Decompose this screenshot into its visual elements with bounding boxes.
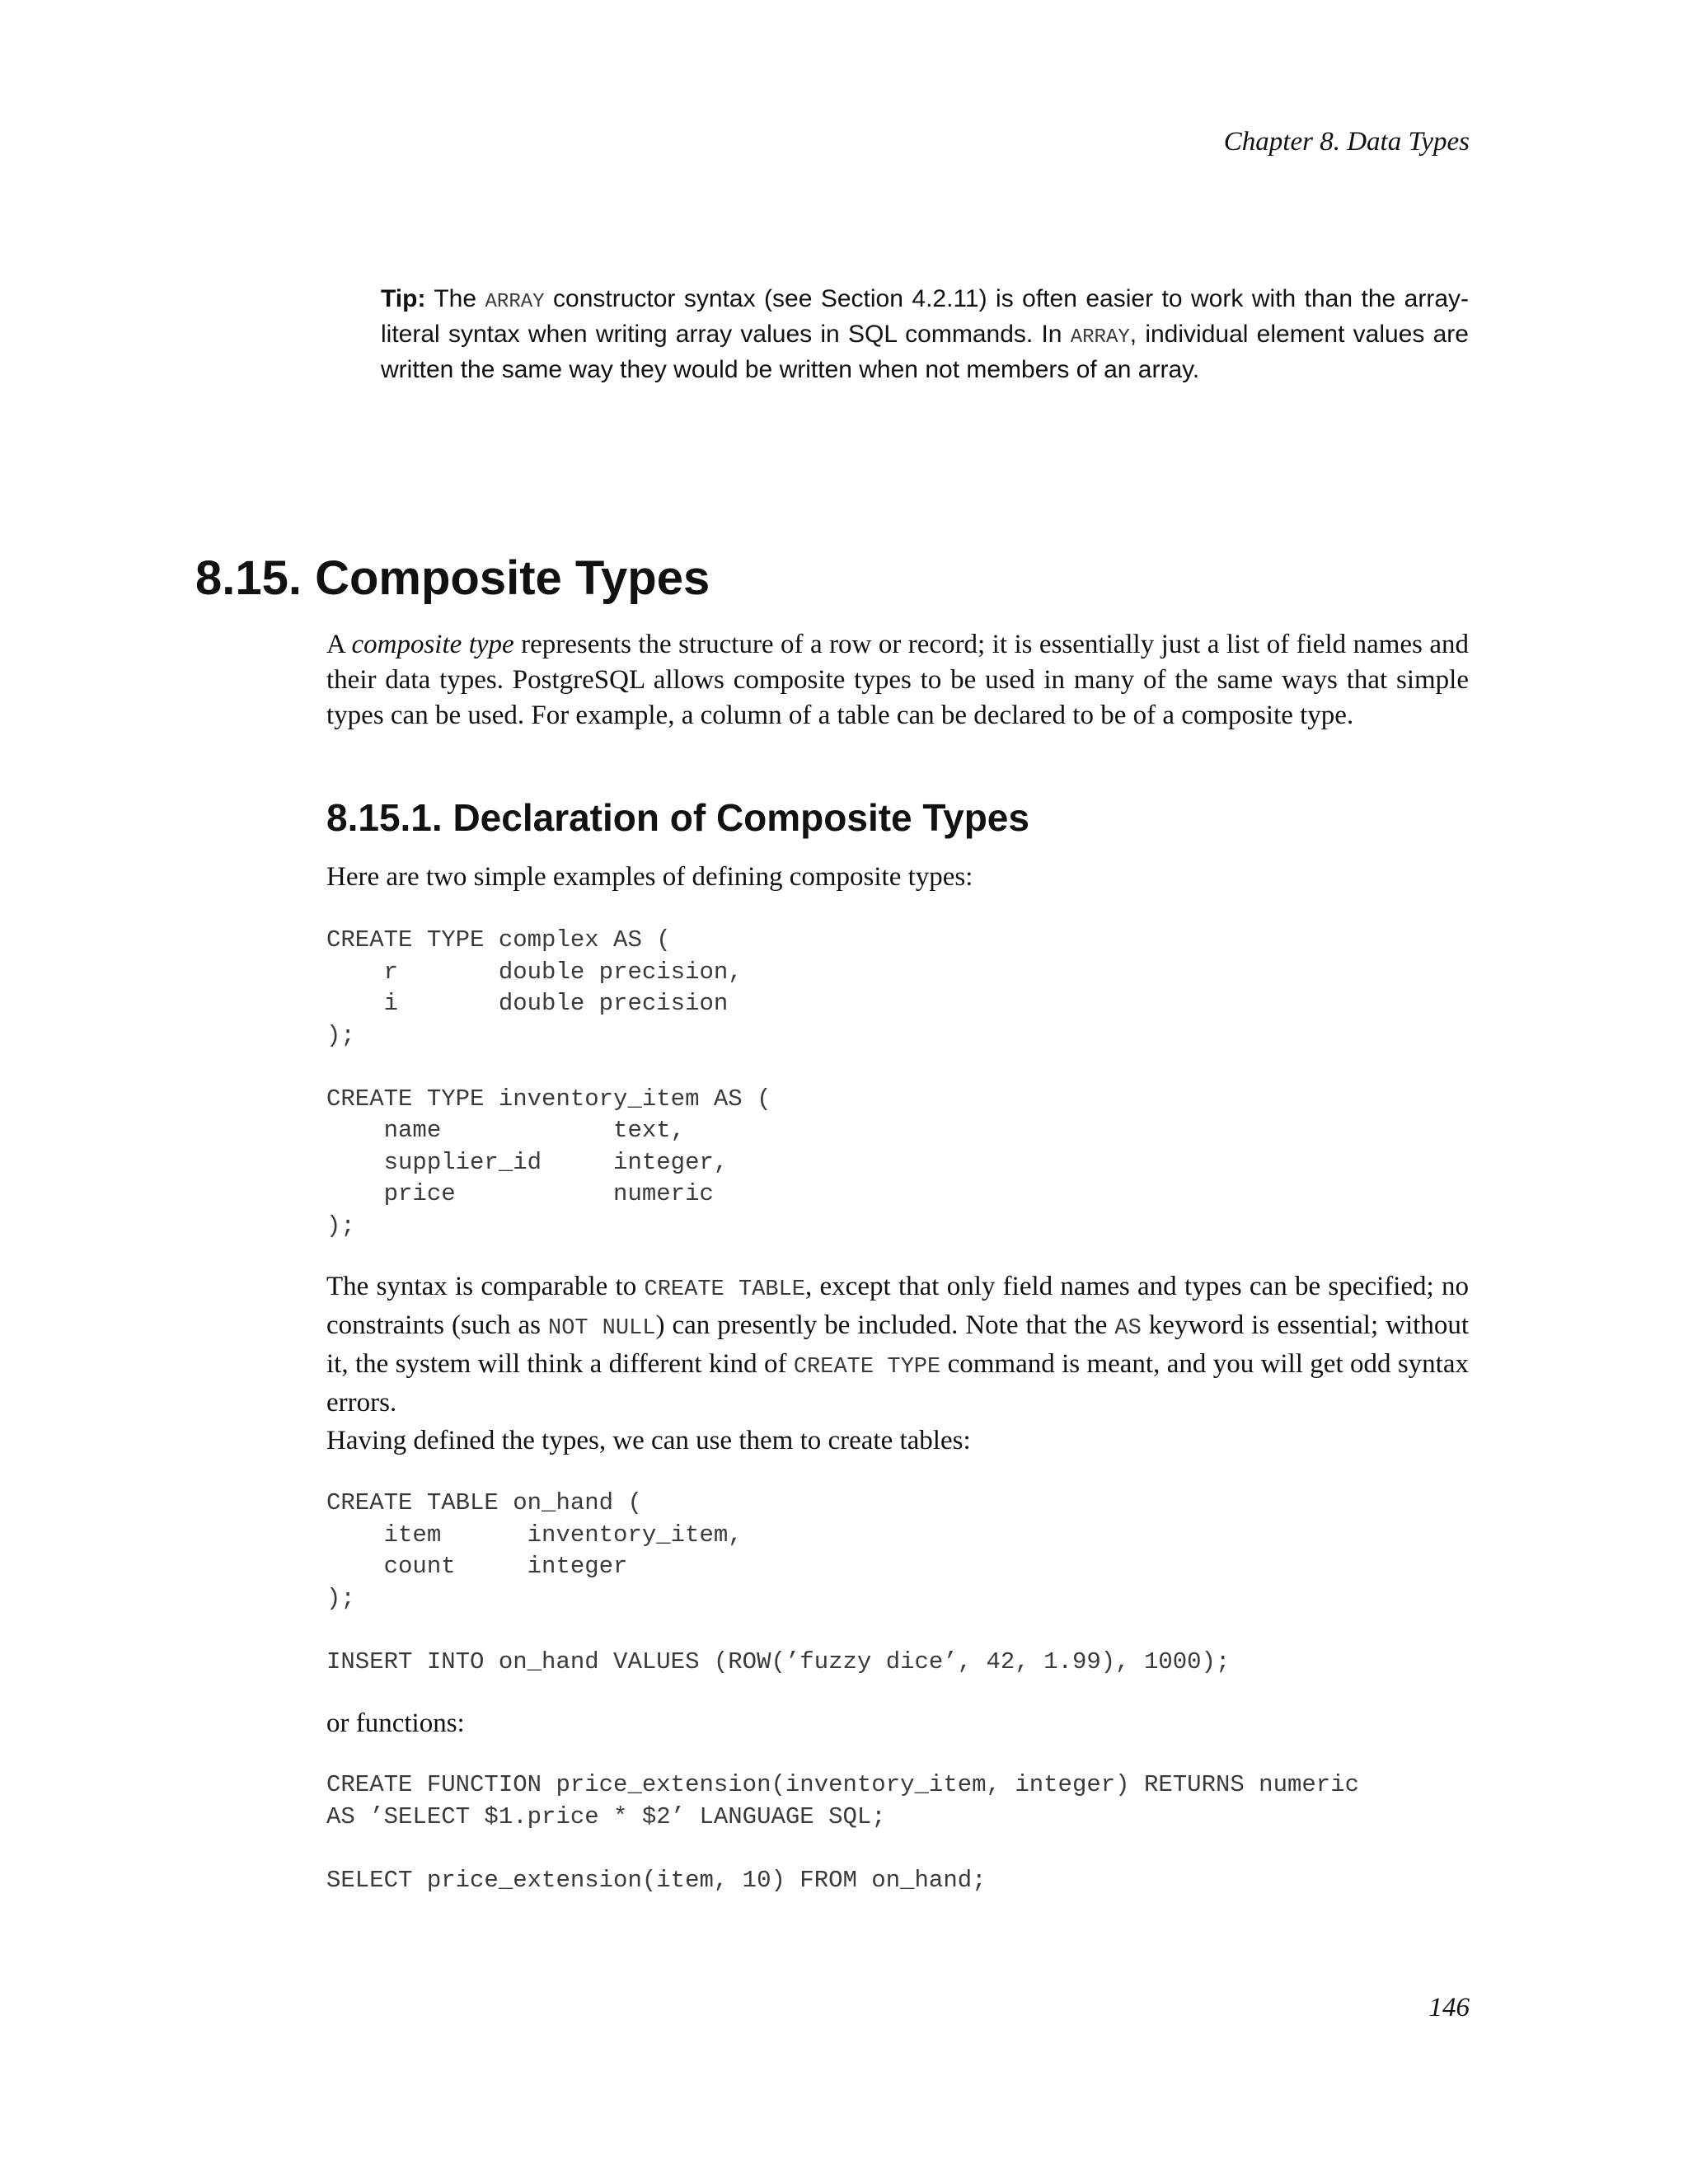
paragraph-functions-intro: or functions: [326, 1708, 465, 1738]
intro-text: A [326, 630, 352, 659]
code-block-create-function: CREATE FUNCTION price_extension(inventory_item, integer) RETURNS numeric AS ’SELECT $1.price * $2’ LANGUAGE SQL; SELECT price_extension(item, 10) FROM on_hand; [326, 1771, 1360, 1894]
paragraph-text: , except that only field names and types can be specified; no constraints (such as [326, 1272, 1469, 1340]
paragraph-syntax-notes [326, 1269, 1469, 1421]
inline-code: CREATE TABLE [644, 1277, 805, 1302]
tip-text: , individual element values are written the same way they would be written when not members of an array. [381, 321, 1469, 383]
code-block-create-types: CREATE TYPE complex AS ( r double precision, i double precision ); CREATE TYPE inventory_item AS ( name text, supplier_id integer, price numeric ); [326, 926, 771, 1240]
paragraph-create-tables-intro: Having defined the types, we can use them to create tables: [326, 1426, 971, 1455]
tip-note [381, 283, 1469, 386]
paragraph-text: ) can presently be included. Note that the [655, 1310, 1115, 1340]
paragraph-text: keyword is essential; without it, the system will think a different kind of [326, 1310, 1469, 1379]
code-block-create-table: CREATE TABLE on_hand ( item inventory_item, count integer ); INSERT INTO on_hand VALUES (ROW(’fuzzy dice’, 42, 1.99), 1000); [326, 1489, 1231, 1675]
page-number: 146 [1428, 1993, 1470, 2022]
tip-text: The [425, 285, 485, 312]
subsection-title: 8.15.1. Declaration of Composite Types [326, 796, 1029, 839]
intro-text: represents the structure of a row or record; it is essentially just a list of field names and their data types. PostgreSQL allows composite types to be used in many of the same ways that simple types can be used. For example, a column of a table can be declared to be of a composite type. [326, 630, 1469, 730]
inline-code: AS [1114, 1316, 1142, 1341]
inline-code: NOT NULL [548, 1316, 656, 1341]
paragraph-text: The syntax is comparable to [326, 1272, 645, 1301]
tip-label: Tip: [381, 285, 426, 312]
tip-code-array: ARRAY [485, 291, 545, 313]
tip-text: constructor syntax (see Section 4.2.11) is often easier to work with than the array-literal syntax when writing array values in SQL commands. In [381, 285, 1469, 348]
section-title: 8.15. Composite Types [195, 551, 710, 605]
paragraph-text: command is meant, and you will get odd syntax errors. [326, 1349, 1469, 1418]
intro-emphasis: composite type [351, 630, 514, 659]
paragraph-examples-intro: Here are two simple examples of defining composite types: [326, 862, 973, 892]
inline-code: CREATE TYPE [793, 1355, 941, 1380]
tip-code-array: ARRAY [1070, 326, 1130, 349]
section-intro-paragraph [326, 627, 1469, 733]
running-header: Chapter 8. Data Types [1223, 127, 1470, 157]
